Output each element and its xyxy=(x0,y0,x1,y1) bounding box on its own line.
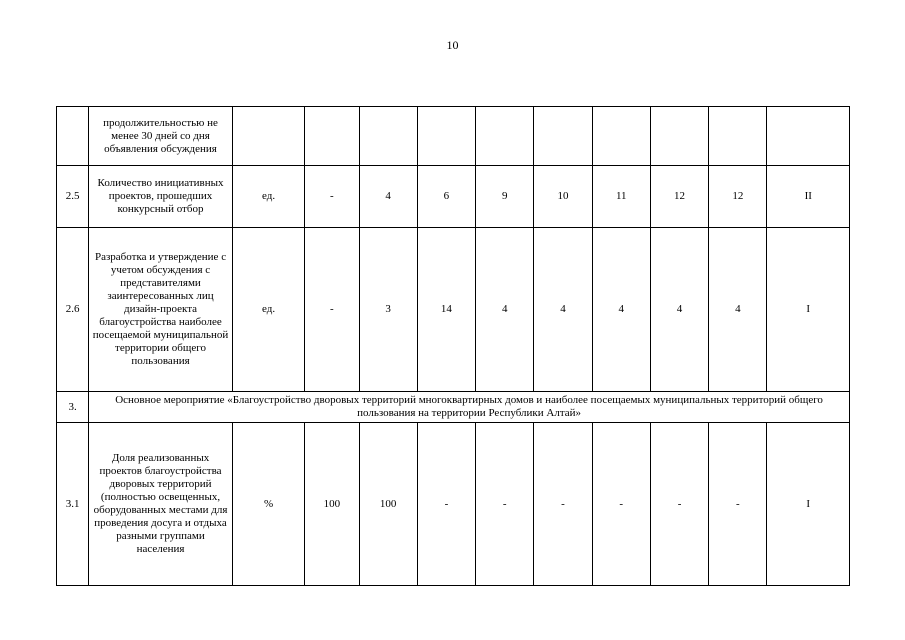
value-cell xyxy=(650,107,708,166)
unit-cell xyxy=(232,107,304,166)
value-cell: - xyxy=(534,423,592,586)
value-cell: 4 xyxy=(359,166,417,228)
unit-cell: ед. xyxy=(232,228,304,392)
value-cell: - xyxy=(417,423,475,586)
value-cell: 3 xyxy=(359,228,417,392)
value-cell xyxy=(305,107,359,166)
row-number: 2.5 xyxy=(57,166,89,228)
value-cell: II xyxy=(767,166,850,228)
table-row xyxy=(57,228,850,392)
value-cell: 9 xyxy=(476,166,534,228)
indicators-table xyxy=(56,106,850,586)
page-number: 10 xyxy=(446,38,459,52)
indicator-name: продолжительностью не менее 30 дней со дня объявления обсуждения xyxy=(89,107,233,166)
value-cell: 100 xyxy=(359,423,417,586)
row-number: 3.1 xyxy=(57,423,89,586)
value-cell: 11 xyxy=(592,166,650,228)
value-cell: - xyxy=(305,228,359,392)
value-cell: - xyxy=(476,423,534,586)
value-cell: 14 xyxy=(417,228,475,392)
value-cell: 10 xyxy=(534,166,592,228)
value-cell: - xyxy=(650,423,708,586)
value-cell: 6 xyxy=(417,166,475,228)
value-cell: - xyxy=(709,423,767,586)
indicator-name: Доля реализованных проектов благоустройства дворовых территорий (полностью освещенных, оборудованных местами для проведения досуга и отдыха разными группами населения xyxy=(89,423,233,586)
value-cell: I xyxy=(767,423,850,586)
indicator-name: Разработка и утверждение с учетом обсуждения с представителями заинтересованных лиц дизайн-проекта благоустройства наиболее посещаемой муниципальной территории общего пользования xyxy=(89,228,233,392)
row-number: 2.6 xyxy=(57,228,89,392)
table-row xyxy=(57,166,850,228)
value-cell xyxy=(476,107,534,166)
value-cell: - xyxy=(305,166,359,228)
value-cell: 12 xyxy=(709,166,767,228)
table-row xyxy=(57,423,850,586)
value-cell: 12 xyxy=(650,166,708,228)
value-cell: 4 xyxy=(534,228,592,392)
section-title: Основное мероприятие «Благоустройство дворовых территорий многоквартирных домов и наиболее посещаемых муниципальных территорий общего пользования на территории Республики Алтай» xyxy=(89,392,850,423)
value-cell: - xyxy=(592,423,650,586)
value-cell xyxy=(767,107,850,166)
value-cell xyxy=(534,107,592,166)
value-cell xyxy=(592,107,650,166)
indicator-name: Количество инициативных проектов, прошедших конкурсный отбор xyxy=(89,166,233,228)
unit-cell: % xyxy=(232,423,304,586)
value-cell: 4 xyxy=(650,228,708,392)
value-cell xyxy=(709,107,767,166)
row-number xyxy=(57,107,89,166)
value-cell: 100 xyxy=(305,423,359,586)
value-cell: 4 xyxy=(709,228,767,392)
unit-cell: ед. xyxy=(232,166,304,228)
section-row xyxy=(57,392,850,423)
value-cell: 4 xyxy=(476,228,534,392)
value-cell: 4 xyxy=(592,228,650,392)
table-row xyxy=(57,107,850,166)
value-cell xyxy=(417,107,475,166)
value-cell: I xyxy=(767,228,850,392)
value-cell xyxy=(359,107,417,166)
row-number: 3. xyxy=(57,392,89,423)
